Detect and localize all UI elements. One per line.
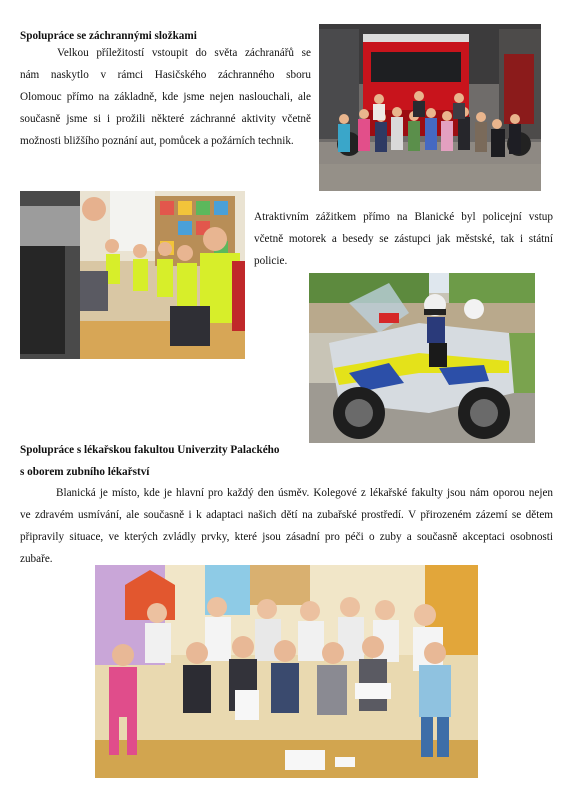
paragraph-line: policie. (254, 255, 288, 267)
paragraph-line: Velkou příležitostí vstoupit do světa záchranářů se (57, 47, 311, 59)
paragraph-police (254, 206, 553, 272)
paragraph-line: možnosti bližšího poznání aut, pomůcek a požárních technik. (20, 135, 294, 147)
paragraph-line: Olomouc přímo na základně, kde jsme nejen naslouchali, ale (20, 91, 311, 103)
paragraph-dental (20, 482, 553, 570)
paragraph-line: Blanická je místo, kde je hlavní pro každý den úsměv. Kolegové z lékařské fakulty jsou nám oporou nejen (56, 487, 553, 499)
paragraph-line: nám naskytlo v rámci Hasičského záchranného sboru (20, 69, 311, 81)
paragraph-line: Atraktivním zážitkem přímo na Blanické byl policejní vstup (254, 211, 553, 223)
paragraph-line: současně jsme si i prožili některé záchranné aktivity včetně (20, 113, 311, 125)
paragraph-line: včetně motorek a besedy se zástupci jak městské, tak i státní (254, 233, 553, 245)
paragraph-line: ve zdravém usmívání, ale současně i k adaptaci našich dětí na zubařské prostředí. V přirozeném zázemí se dětem (20, 509, 553, 521)
section-heading-rescue: Spolupráce se záchrannými složkami (20, 30, 197, 42)
paragraph-rescue (20, 42, 311, 152)
photo-police-visit-classroom (20, 191, 245, 359)
paragraph-line: připravily situace, ve kterých zvládly prvky, které jsou zásadní pro péči o zuby a současně akceptaci osobnosti (20, 531, 553, 543)
photo-fire-station (319, 24, 541, 191)
paragraph-line: zubaře. (20, 553, 53, 565)
photo-dental-students-children (95, 565, 478, 778)
section-heading-medical: Spolupráce s lékařskou fakultou Univerzity Palackého (20, 444, 280, 456)
photo-police-motorcycle (309, 273, 535, 443)
section-heading-medical-subtitle: s oborem zubního lékařství (20, 466, 150, 478)
